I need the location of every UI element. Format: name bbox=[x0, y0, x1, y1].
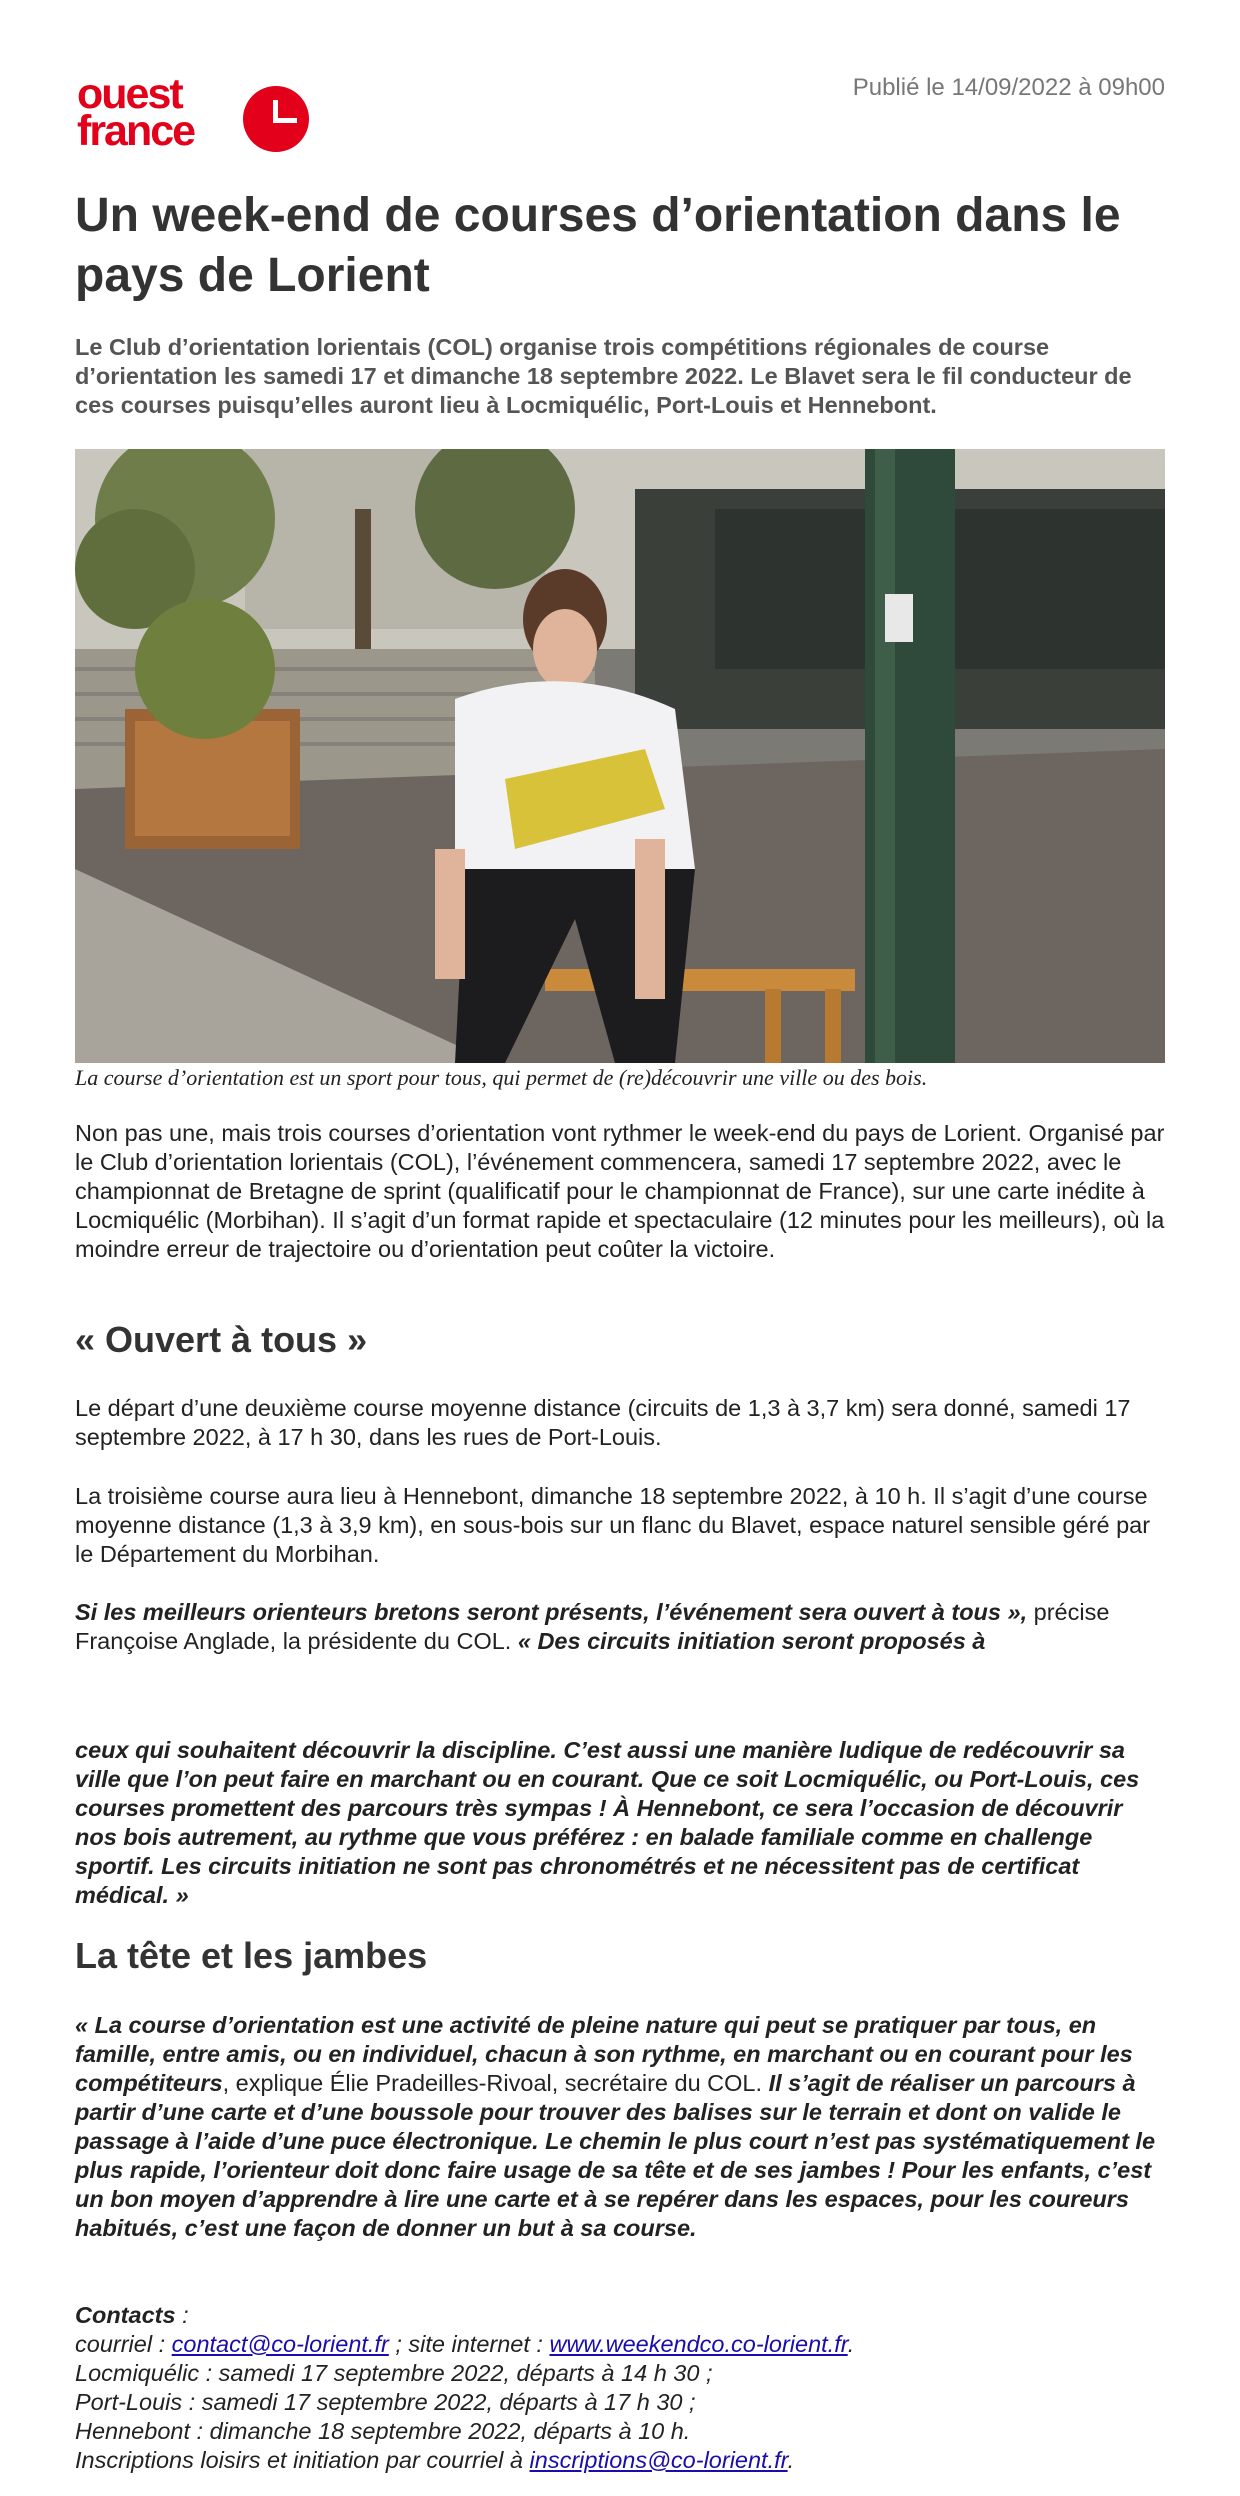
site-suffix: . bbox=[847, 2331, 855, 2357]
inscriptions-prefix: Inscriptions loisirs et initiation par courriel à bbox=[75, 2447, 530, 2473]
inscriptions-suffix: . bbox=[787, 2447, 795, 2473]
website-link[interactable]: www.weekendco.co-lorient.fr bbox=[549, 2331, 848, 2357]
paragraph-2: Le départ d’une deuxième course moyenne distance (circuits de 1,3 à 3,7 km) sera donné, samedi 17 septembre 2022, à 17 h 30, dans les rues de Port-Louis. bbox=[75, 1395, 1131, 1450]
paragraph-4 bbox=[75, 1598, 1165, 1656]
orienteering-photo-illustration bbox=[75, 449, 1165, 1063]
quote-anglade-2: « Des circuits initiation seront proposés à bbox=[517, 1628, 986, 1654]
paragraph-5: ceux qui souhaitent découvrir la discipline. C’est aussi une manière ludique de redécouvrir sa ville que l’on peut faire en marchant ou en courant. Que ce soit Locmiquélic, ou Port-Louis, ces courses promettent des parcours très sympas ! À Hennebont, ce sera l’occasion de découvrir nos bois autrement, au rythme que vous préférez : en balade familiale comme en challenge sportif. Les circuits initiation ne sont pas chronométrés et ne nécessitent pas de certificat médical. » bbox=[75, 1737, 1140, 1908]
paragraph-3: La troisième course aura lieu à Hennebont, dimanche 18 septembre 2022, à 10 h. Il s’agit d’une course moyenne distance (1,3 à 3,9 km), en sous-bois sur un flanc du Blavet, espace naturel sensible géré par le Département du Morbihan. bbox=[75, 1483, 1151, 1567]
article-photo bbox=[75, 449, 1165, 1063]
quote-pradeilles-2: Il s’agit de réaliser un parcours à partir d’une carte et d’une boussole pour trouver des balises sur le terrain et dont on valide le passage à l’aide d’une puce électronique. Le chemin le plus court n’est pas systématiquement le plus rapide, l’orienteur doit donc faire usage de sa tête et de ses jambes ! Pour les enfants, c’est un bon moyen d’apprendre à lire une carte et à se repérer dans les espaces, pour les coureurs habitués, c’est une façon de donner un but à sa course. bbox=[75, 2070, 1156, 2241]
site-prefix: ; site internet : bbox=[388, 2331, 550, 2357]
ouest-france-logo[interactable] bbox=[75, 70, 315, 156]
schedule-locmiquelic: Locmiquélic : samedi 17 septembre 2022, départs à 14 h 30 ; bbox=[75, 2360, 713, 2386]
contacts-heading-line bbox=[75, 2301, 1165, 2330]
contacts-heading-suffix: : bbox=[175, 2302, 189, 2328]
article-lead: Le Club d’orientation lorientais (COL) organise trois compétitions régionales de course d’orientation les samedi 17 et dimanche 18 septembre 2022. Le Blavet sera le fil conducteur de ces courses puisqu’elles auront lieu à Locmiquélic, Port-Louis et Hennebont. bbox=[75, 334, 1132, 418]
inscriptions-email-link[interactable]: inscriptions@co-lorient.fr bbox=[529, 2447, 788, 2473]
logo-line-2: france bbox=[77, 107, 195, 155]
attribution-pradeilles: , explique Élie Pradeilles-Rivoal, secrétaire du COL. bbox=[222, 2070, 769, 2096]
schedule-hennebont: Hennebont : dimanche 18 septembre 2022, départs à 10 h. bbox=[75, 2418, 691, 2444]
header bbox=[75, 0, 1165, 175]
photo-caption: La course d’orientation est un sport pour tous, qui permet de (re)découvrir une ville ou des bois. bbox=[75, 1065, 928, 1090]
paragraph-6 bbox=[75, 2011, 1165, 2243]
quote-anglade-1: Si les meilleurs orienteurs bretons seront présents, l’événement sera ouvert à tous », bbox=[75, 1599, 1028, 1625]
inscriptions-line bbox=[75, 2446, 1165, 2475]
contact-email-link[interactable]: contact@co-lorient.fr bbox=[171, 2331, 389, 2357]
article-title-wrap bbox=[75, 186, 1165, 306]
article-page bbox=[75, 0, 1165, 2473]
quote-pradeilles-1: « La course d’orientation est une activité de pleine nature qui peut se pratiquer par tous, en famille, entre amis, ou en individuel, chacun à son rythme, en marchant ou en courant pour les compétiteurs bbox=[75, 2012, 1133, 2096]
contacts-heading: Contacts bbox=[75, 2302, 176, 2328]
article-title: Un week-end de courses d’orientation dans le pays de Lorient bbox=[75, 189, 1121, 302]
publish-date: Publié le 14/09/2022 à 09h00 bbox=[852, 74, 1165, 101]
paragraph-1: Non pas une, mais trois courses d’orientation vont rythmer le week-end du pays de Lorient. Organisé par le Club d’orientation lorientais (COL), l’événement commencera, samedi 17 septembre 2022, avec le championnat de Bretagne de sprint (qualificatif pour le championnat de France), sur une carte inédite à Locmiquélic (Morbihan). Il s’agit d’un format rapide et spectaculaire (12 minutes pour les meilleurs), où la moindre erreur de trajectoire ou d’orientation peut coûter la victoire. bbox=[75, 1120, 1165, 1262]
logo-circle-icon bbox=[243, 86, 309, 152]
contacts-email-line bbox=[75, 2330, 1165, 2359]
logo-line-1: ouest bbox=[77, 70, 182, 118]
attribution-anglade: précise Françoise Anglade, la présidente du COL. bbox=[75, 1599, 1110, 1654]
email-prefix: courriel : bbox=[75, 2331, 172, 2357]
contacts-block bbox=[75, 2301, 1165, 2475]
schedule-port-louis: Port-Louis : samedi 17 septembre 2022, départs à 17 h 30 ; bbox=[75, 2389, 696, 2415]
subheading-ouvert-a-tous: « Ouvert à tous » bbox=[75, 1319, 368, 1360]
logo-wordmark bbox=[77, 70, 195, 155]
subheading-tete-et-jambes: La tête et les jambes bbox=[75, 1935, 428, 1976]
